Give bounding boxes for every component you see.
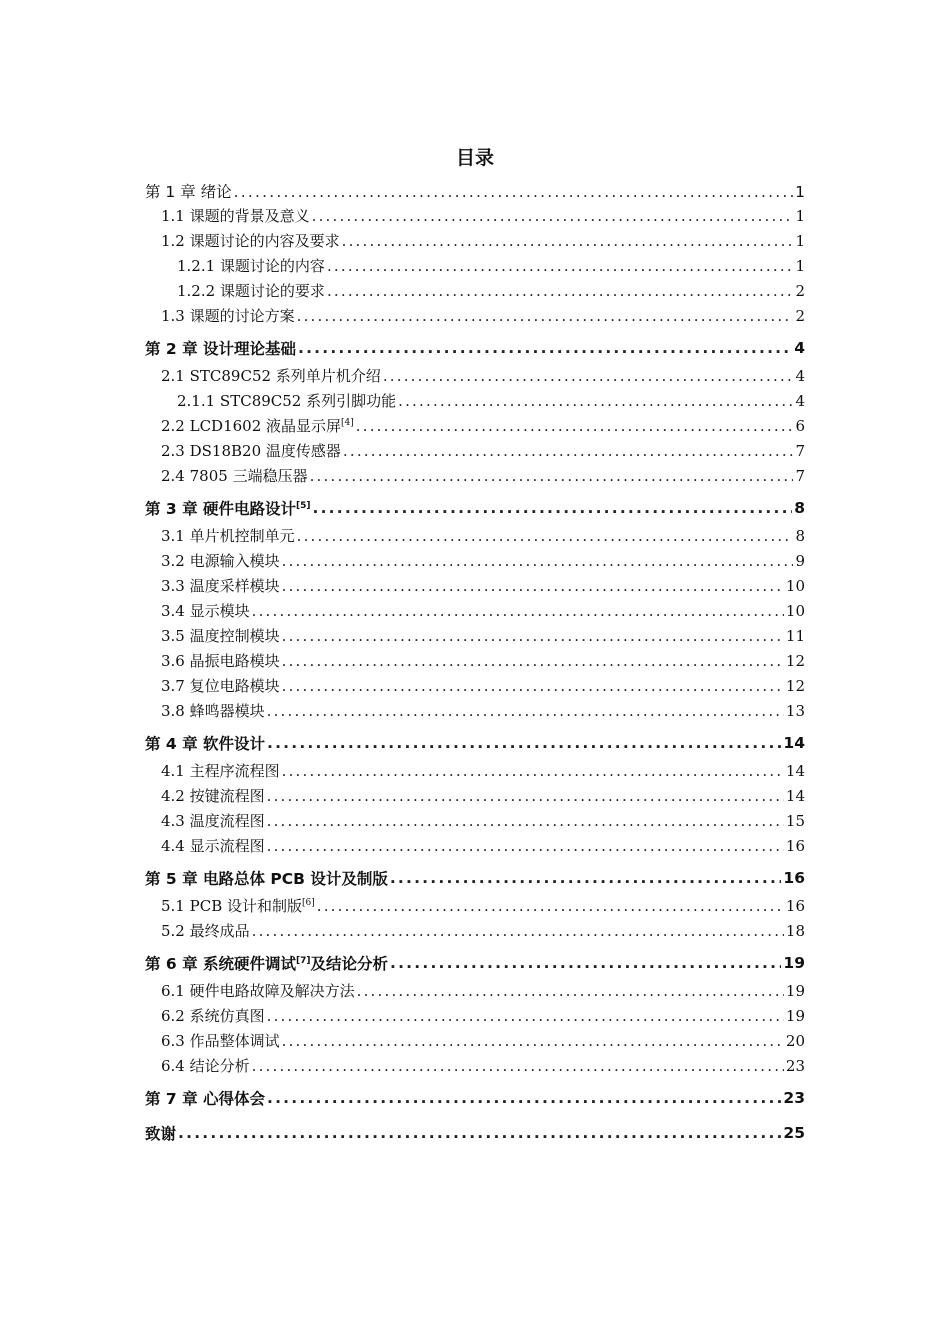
toc-entry-label xyxy=(161,440,341,461)
toc-section-entry[interactable] xyxy=(145,280,805,305)
toc-entry-label xyxy=(145,952,388,974)
toc-section-entry[interactable] xyxy=(145,650,805,675)
dot-leader xyxy=(327,282,794,300)
dot-leader xyxy=(298,339,792,357)
dot-leader xyxy=(282,1032,784,1050)
toc-entry-text: 4.2 按键流程图 xyxy=(161,787,265,805)
toc-page-number: 16 xyxy=(783,868,805,887)
toc-entry-text: 2.1.1 STC89C52 系列引脚功能 xyxy=(177,392,397,410)
toc-entry-label xyxy=(145,732,265,754)
toc-chapter-entry[interactable] xyxy=(145,945,805,980)
dot-leader xyxy=(282,552,794,570)
dot-leader xyxy=(267,734,781,752)
toc-entry-label xyxy=(145,1122,176,1144)
toc-entry-text: 2.1 STC89C52 系列单片机介绍 xyxy=(161,367,381,385)
toc-section-entry[interactable] xyxy=(145,1055,805,1080)
toc-entry-label xyxy=(177,390,396,411)
toc-entry-text: 3.4 显示模块 xyxy=(161,602,250,620)
toc-entry-text: 5.2 最终成品 xyxy=(161,922,250,940)
toc-chapter-entry[interactable] xyxy=(145,180,805,205)
toc-section-entry[interactable] xyxy=(145,525,805,550)
toc-entry-text: 1.2 课题讨论的内容及要求 xyxy=(161,232,340,250)
toc-entry-text: 3.3 温度采样模块 xyxy=(161,577,280,595)
toc-entry-text: 第 1 章 绪论 xyxy=(145,183,232,201)
toc-entry-label xyxy=(145,867,388,889)
toc-section-entry[interactable] xyxy=(145,785,805,810)
toc-entry-text: 3.6 晶振电路模块 xyxy=(161,652,280,670)
toc-page-number: 4 xyxy=(794,338,805,357)
toc-section-entry[interactable] xyxy=(145,255,805,280)
toc-section-entry[interactable] xyxy=(145,980,805,1005)
dot-leader xyxy=(356,417,794,435)
dot-leader xyxy=(252,922,784,940)
toc-page-number: 12 xyxy=(785,652,805,670)
toc-page-number: 1 xyxy=(795,183,805,201)
toc-page-number: 8 xyxy=(794,498,805,517)
toc-entry-label xyxy=(145,180,232,202)
toc-entry-label xyxy=(161,365,381,386)
table-of-contents xyxy=(145,180,805,1150)
toc-page-number: 12 xyxy=(785,677,805,695)
toc-page-number: 8 xyxy=(795,527,805,545)
toc-page-number: 16 xyxy=(785,837,805,855)
toc-entry-label xyxy=(161,760,280,781)
toc-entry-label xyxy=(161,625,280,646)
toc-page-number: 7 xyxy=(795,442,805,460)
dot-leader xyxy=(297,527,794,545)
toc-section-entry[interactable] xyxy=(145,895,805,920)
toc-entry-label xyxy=(145,1087,265,1109)
toc-entry-text: 1.2.1 课题讨论的内容 xyxy=(177,257,325,275)
toc-section-entry[interactable] xyxy=(145,1005,805,1030)
toc-entry-label xyxy=(161,230,340,251)
toc-page-number: 4 xyxy=(795,367,805,385)
toc-entry-text: 第 3 章 硬件电路设计 xyxy=(145,499,296,518)
toc-entry-label xyxy=(161,1005,265,1026)
toc-section-entry[interactable] xyxy=(145,230,805,255)
toc-entry-label xyxy=(161,810,265,831)
dot-leader xyxy=(252,602,784,620)
toc-entry-label xyxy=(161,525,295,546)
toc-section-entry[interactable] xyxy=(145,365,805,390)
toc-entry-text: 第 6 章 系统硬件调试 xyxy=(145,954,296,973)
toc-section-entry[interactable] xyxy=(145,835,805,860)
toc-page-number: 19 xyxy=(785,982,805,1000)
dot-leader xyxy=(390,869,782,887)
dot-leader xyxy=(267,1089,781,1107)
toc-section-entry[interactable] xyxy=(145,550,805,575)
toc-section-entry[interactable] xyxy=(145,575,805,600)
toc-page-number: 2 xyxy=(795,282,805,300)
toc-page-number: 23 xyxy=(785,1057,805,1075)
citation-superscript: [4] xyxy=(341,418,354,428)
toc-page-number: 14 xyxy=(785,787,805,805)
toc-page-number: 23 xyxy=(783,1088,805,1107)
dot-leader xyxy=(282,762,784,780)
toc-section-entry[interactable] xyxy=(145,810,805,835)
dot-leader xyxy=(342,232,794,250)
dot-leader xyxy=(234,183,793,201)
toc-title: 目录 xyxy=(455,147,494,169)
toc-page-number: 7 xyxy=(795,467,805,485)
toc-page-number: 15 xyxy=(785,812,805,830)
toc-entry-text: 3.8 蜂鸣器模块 xyxy=(161,702,265,720)
toc-section-entry[interactable] xyxy=(145,205,805,230)
toc-entry-text: 3.1 单片机控制单元 xyxy=(161,527,295,545)
toc-entry-text: 2.4 7805 三端稳压器 xyxy=(161,467,308,485)
toc-entry-label xyxy=(161,785,265,806)
toc-entry-text: 第 7 章 心得体会 xyxy=(145,1089,265,1108)
dot-leader xyxy=(267,837,784,855)
toc-page-number: 19 xyxy=(785,1007,805,1025)
toc-page-number: 19 xyxy=(783,953,805,972)
toc-entry-label xyxy=(161,980,355,1001)
dot-leader xyxy=(282,627,784,645)
toc-entry-label xyxy=(161,205,310,226)
dot-leader xyxy=(178,1124,781,1142)
toc-page-number: 9 xyxy=(795,552,805,570)
toc-entry-text: 2.2 LCD1602 液晶显示屏 xyxy=(161,417,342,435)
citation-superscript: [6] xyxy=(302,898,315,908)
dot-leader xyxy=(267,787,784,805)
toc-entry-text: 第 5 章 电路总体 PCB 设计及制版 xyxy=(145,869,388,888)
dot-leader xyxy=(282,652,784,670)
dot-leader xyxy=(398,392,793,410)
dot-leader xyxy=(297,307,794,325)
toc-page-number: 10 xyxy=(785,577,805,595)
toc-section-entry[interactable] xyxy=(145,625,805,650)
toc-section-entry[interactable] xyxy=(145,465,805,490)
citation-superscript: [7] xyxy=(295,955,311,966)
toc-section-entry[interactable] xyxy=(145,920,805,945)
toc-entry-text: 6.4 结论分析 xyxy=(161,1057,250,1075)
toc-entry-label xyxy=(161,575,280,596)
dot-leader xyxy=(327,257,794,275)
toc-entry-label xyxy=(161,920,250,941)
toc-entry-text: 4.1 主程序流程图 xyxy=(161,762,280,780)
toc-page-number: 2 xyxy=(795,307,805,325)
dot-leader xyxy=(282,577,784,595)
dot-leader xyxy=(267,702,784,720)
toc-entry-text: 1.1 课题的背景及意义 xyxy=(161,207,310,225)
toc-entry-text: 6.2 系统仿真图 xyxy=(161,1007,265,1025)
toc-entry-label xyxy=(161,305,295,326)
dot-leader xyxy=(282,677,784,695)
toc-page-number: 20 xyxy=(785,1032,805,1050)
dot-leader xyxy=(312,207,794,225)
toc-page-number: 1 xyxy=(795,207,805,225)
toc-section-entry[interactable] xyxy=(145,760,805,785)
toc-chapter-entry[interactable] xyxy=(145,330,805,365)
toc-page-number: 25 xyxy=(783,1123,805,1142)
toc-chapter-entry[interactable] xyxy=(145,1115,805,1150)
toc-entry-label xyxy=(161,650,280,671)
dot-leader xyxy=(310,467,794,485)
toc-entry-label xyxy=(145,337,296,359)
dot-leader xyxy=(383,367,794,385)
toc-section-entry[interactable] xyxy=(145,700,805,725)
toc-page-number: 1 xyxy=(795,257,805,275)
toc-entry-label xyxy=(145,497,310,519)
toc-entry-text: 第 4 章 软件设计 xyxy=(145,734,265,753)
toc-entry-text: 第 2 章 设计理论基础 xyxy=(145,339,296,358)
toc-chapter-entry[interactable] xyxy=(145,860,805,895)
toc-entry-label xyxy=(161,835,265,856)
toc-section-entry[interactable] xyxy=(145,390,805,415)
dot-leader xyxy=(267,1007,784,1025)
toc-entry-label xyxy=(161,415,354,436)
toc-section-entry[interactable] xyxy=(145,305,805,330)
toc-entry-text: 4.4 显示流程图 xyxy=(161,837,265,855)
toc-page-number: 1 xyxy=(795,232,805,250)
toc-entry-text: 5.1 PCB 设计和制版 xyxy=(161,897,302,915)
toc-entry-text: 1.2.2 课题讨论的要求 xyxy=(177,282,325,300)
toc-entry-text: 3.5 温度控制模块 xyxy=(161,627,280,645)
toc-entry-label xyxy=(177,280,325,301)
dot-leader xyxy=(312,499,792,517)
toc-page-number: 4 xyxy=(795,392,805,410)
toc-page-number: 11 xyxy=(785,627,805,645)
dot-leader xyxy=(252,1057,784,1075)
toc-page-number: 10 xyxy=(785,602,805,620)
toc-entry-text: 4.3 温度流程图 xyxy=(161,812,265,830)
toc-entry-text: 3.7 复位电路模块 xyxy=(161,677,280,695)
toc-page-number: 18 xyxy=(785,922,805,940)
toc-page-number: 14 xyxy=(785,762,805,780)
toc-entry-text: 3.2 电源输入模块 xyxy=(161,552,280,570)
toc-entry-text: 致谢 xyxy=(145,1124,177,1143)
toc-entry-label xyxy=(161,675,280,696)
toc-entry-label xyxy=(177,255,325,276)
toc-page-number: 13 xyxy=(785,702,805,720)
toc-entry-text: 2.3 DS18B20 温度传感器 xyxy=(161,442,341,460)
toc-entry-label xyxy=(161,1055,250,1076)
dot-leader xyxy=(343,442,794,460)
toc-page-number: 6 xyxy=(795,417,805,435)
toc-entry-label xyxy=(161,895,315,916)
citation-superscript: [5] xyxy=(295,500,311,511)
toc-entry-label xyxy=(161,465,308,486)
toc-entry-text: 6.1 硬件电路故障及解决方法 xyxy=(161,982,355,1000)
toc-section-entry[interactable] xyxy=(145,600,805,625)
toc-chapter-entry[interactable] xyxy=(145,490,805,525)
toc-chapter-entry[interactable] xyxy=(145,725,805,760)
toc-page-number: 16 xyxy=(785,897,805,915)
toc-section-entry[interactable] xyxy=(145,1030,805,1055)
toc-entry-label xyxy=(161,700,265,721)
toc-section-entry[interactable] xyxy=(145,440,805,465)
dot-leader xyxy=(267,812,784,830)
toc-entry-label xyxy=(161,550,280,571)
toc-entry-suffix: 及结论分析 xyxy=(310,954,388,973)
toc-section-entry[interactable] xyxy=(145,675,805,700)
dot-leader xyxy=(357,982,784,1000)
toc-entry-label xyxy=(161,1030,280,1051)
toc-entry-label xyxy=(161,600,250,621)
toc-entry-text: 6.3 作品整体调试 xyxy=(161,1032,280,1050)
toc-section-entry[interactable] xyxy=(145,415,805,440)
dot-leader xyxy=(390,954,781,972)
dot-leader xyxy=(317,897,784,915)
toc-entry-text: 1.3 课题的讨论方案 xyxy=(161,307,295,325)
toc-page-number: 14 xyxy=(783,733,805,752)
toc-chapter-entry[interactable] xyxy=(145,1080,805,1115)
